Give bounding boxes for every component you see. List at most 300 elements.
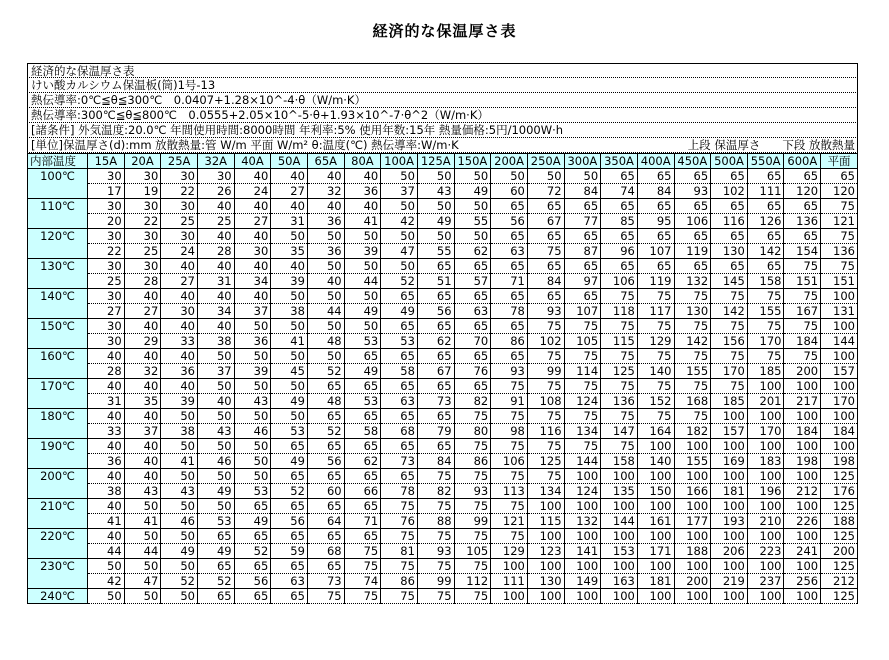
heat-loss-row [28, 184, 858, 199]
thickness-cell: 65 [307, 499, 344, 514]
thickness-cell: 30 [88, 319, 125, 334]
thickness-cell: 100 [747, 379, 784, 394]
heat-loss-cell: 63 [491, 244, 528, 259]
thickness-cell: 100 [821, 289, 858, 304]
column-header: 50A [271, 154, 308, 169]
thickness-cell: 50 [234, 469, 271, 484]
heat-loss-cell: 157 [821, 364, 858, 379]
heat-loss-cell: 30 [161, 304, 198, 319]
table-body [28, 169, 858, 604]
thickness-cell: 40 [271, 199, 308, 214]
heat-loss-cell: 184 [784, 424, 821, 439]
heat-loss-cell: 98 [491, 424, 528, 439]
heat-loss-cell: 37 [234, 304, 271, 319]
heat-loss-cell: 49 [197, 544, 234, 559]
thickness-cell: 75 [784, 319, 821, 334]
heat-loss-cell: 134 [527, 484, 564, 499]
heat-loss-cell: 141 [564, 544, 601, 559]
thickness-cell: 50 [234, 379, 271, 394]
thickness-cell: 75 [674, 379, 711, 394]
thickness-cell: 100 [601, 469, 638, 484]
thickness-cell: 100 [747, 529, 784, 544]
heat-loss-cell: 82 [454, 394, 491, 409]
heat-loss-cell: 93 [674, 184, 711, 199]
thickness-cell: 40 [88, 439, 125, 454]
heat-loss-cell: 41 [88, 514, 125, 529]
heat-loss-cell: 36 [344, 184, 381, 199]
thickness-cell: 50 [88, 589, 125, 604]
heat-loss-cell: 49 [417, 214, 454, 229]
heat-loss-cell: 99 [527, 364, 564, 379]
heat-loss-cell: 154 [784, 244, 821, 259]
heat-loss-cell: 74 [601, 184, 638, 199]
heat-loss-cell: 22 [124, 214, 161, 229]
column-header: 80A [344, 154, 381, 169]
heat-loss-cell: 72 [527, 184, 564, 199]
thickness-cell: 125 [821, 469, 858, 484]
heat-loss-cell: 25 [88, 274, 125, 289]
thickness-cell: 75 [527, 349, 564, 364]
heat-loss-cell: 17 [88, 184, 125, 199]
heat-loss-cell: 93 [491, 364, 528, 379]
heat-loss-row [28, 304, 858, 319]
thickness-cell: 65 [637, 169, 674, 184]
heat-loss-cell: 130 [674, 304, 711, 319]
heat-loss-row [28, 214, 858, 229]
thickness-cell: 100 [527, 589, 564, 604]
thickness-cell: 100 [747, 409, 784, 424]
temperature-cell: 100℃ [28, 169, 88, 199]
thickness-row [28, 289, 858, 304]
heat-loss-cell: 166 [674, 484, 711, 499]
heat-loss-cell: 119 [637, 274, 674, 289]
thickness-cell: 30 [161, 229, 198, 244]
heat-loss-cell: 169 [711, 454, 748, 469]
thickness-cell: 65 [454, 319, 491, 334]
thickness-cell: 65 [417, 289, 454, 304]
heat-loss-cell: 49 [234, 514, 271, 529]
heat-loss-cell: 121 [821, 214, 858, 229]
thickness-cell: 65 [307, 409, 344, 424]
heat-loss-cell: 158 [601, 454, 638, 469]
thickness-cell: 100 [564, 529, 601, 544]
heat-loss-cell: 155 [747, 304, 784, 319]
heat-loss-cell: 116 [711, 214, 748, 229]
heat-loss-cell: 35 [271, 244, 308, 259]
thickness-cell: 40 [124, 469, 161, 484]
heat-loss-cell: 82 [417, 484, 454, 499]
thickness-cell: 40 [88, 529, 125, 544]
thickness-cell: 40 [161, 289, 198, 304]
thickness-cell: 75 [454, 499, 491, 514]
thickness-cell: 75 [711, 289, 748, 304]
info-units [27, 138, 858, 153]
heat-loss-cell: 27 [124, 304, 161, 319]
heat-loss-cell: 163 [601, 574, 638, 589]
heat-loss-cell: 56 [491, 214, 528, 229]
heat-loss-cell: 52 [234, 544, 271, 559]
heat-loss-cell: 45 [271, 364, 308, 379]
thickness-cell: 65 [784, 199, 821, 214]
heat-loss-row [28, 484, 858, 499]
heat-loss-cell: 44 [307, 304, 344, 319]
heat-loss-cell: 36 [307, 244, 344, 259]
heat-loss-cell: 226 [784, 514, 821, 529]
thickness-cell: 65 [674, 169, 711, 184]
heat-loss-cell: 49 [161, 544, 198, 559]
thickness-cell: 50 [197, 439, 234, 454]
thickness-cell: 65 [271, 529, 308, 544]
heat-loss-cell: 181 [711, 484, 748, 499]
heat-loss-cell: 170 [711, 364, 748, 379]
thickness-cell: 100 [637, 469, 674, 484]
thickness-cell: 65 [527, 289, 564, 304]
heat-loss-cell: 200 [674, 574, 711, 589]
heat-loss-cell: 22 [88, 244, 125, 259]
thickness-cell: 40 [307, 199, 344, 214]
heat-loss-cell: 157 [711, 424, 748, 439]
thickness-cell: 50 [124, 589, 161, 604]
temperature-cell: 240℃ [28, 589, 88, 604]
heat-loss-cell: 36 [234, 334, 271, 349]
thickness-cell: 100 [564, 589, 601, 604]
heat-loss-cell: 30 [88, 334, 125, 349]
heat-loss-cell: 73 [307, 574, 344, 589]
heat-loss-cell: 115 [527, 514, 564, 529]
thickness-cell: 75 [454, 589, 491, 604]
heat-loss-cell: 31 [197, 274, 234, 289]
heat-loss-cell: 28 [124, 274, 161, 289]
temperature-cell: 180℃ [28, 409, 88, 439]
thickness-cell: 50 [344, 319, 381, 334]
heat-loss-cell: 46 [234, 424, 271, 439]
heat-loss-cell: 39 [161, 394, 198, 409]
thickness-cell: 30 [124, 199, 161, 214]
heat-loss-cell: 113 [491, 484, 528, 499]
thickness-cell: 50 [271, 409, 308, 424]
heat-loss-cell: 106 [601, 274, 638, 289]
thickness-cell: 30 [197, 169, 234, 184]
thickness-cell: 65 [307, 379, 344, 394]
heat-loss-cell: 212 [784, 484, 821, 499]
thickness-cell: 125 [821, 589, 858, 604]
heat-loss-cell: 38 [88, 484, 125, 499]
thickness-cell: 50 [307, 259, 344, 274]
heat-loss-cell: 63 [454, 304, 491, 319]
heat-loss-cell: 52 [381, 274, 418, 289]
thickness-cell: 40 [197, 319, 234, 334]
thickness-cell: 50 [454, 169, 491, 184]
thickness-cell: 75 [674, 409, 711, 424]
thickness-cell: 100 [711, 499, 748, 514]
thickness-cell: 100 [637, 529, 674, 544]
thickness-cell: 50 [344, 259, 381, 274]
temperature-cell: 130℃ [28, 259, 88, 289]
heat-loss-cell: 136 [784, 214, 821, 229]
thickness-cell: 65 [307, 439, 344, 454]
thickness-cell: 40 [271, 169, 308, 184]
heat-loss-cell: 151 [784, 274, 821, 289]
info-units-text: [単位]保温厚さ(d):mm 放散熱量:管 W/m 平面 W/m² θ:温度(℃) 熱伝導率:W/m·K [31, 138, 459, 152]
thickness-cell: 50 [161, 559, 198, 574]
thickness-cell: 50 [271, 289, 308, 304]
thickness-cell: 75 [527, 409, 564, 424]
temperature-cell: 150℃ [28, 319, 88, 349]
thickness-cell: 75 [784, 349, 821, 364]
heat-loss-row [28, 394, 858, 409]
heat-loss-cell: 55 [454, 214, 491, 229]
page-title: 経済的な保温厚さ表 [372, 22, 517, 40]
legend-upper: 上段 保温厚さ [687, 138, 761, 152]
thickness-cell: 65 [417, 259, 454, 274]
thickness-cell: 75 [527, 469, 564, 484]
heat-loss-cell: 182 [674, 424, 711, 439]
heat-loss-cell: 93 [417, 544, 454, 559]
heat-loss-cell: 66 [344, 484, 381, 499]
thickness-cell: 30 [124, 259, 161, 274]
thickness-cell: 40 [88, 349, 125, 364]
thickness-cell: 100 [601, 559, 638, 574]
heat-loss-cell: 38 [197, 334, 234, 349]
column-header: 250A [527, 154, 564, 169]
thickness-cell: 65 [234, 559, 271, 574]
thickness-cell: 40 [197, 199, 234, 214]
thickness-cell: 30 [88, 199, 125, 214]
thickness-cell: 65 [307, 529, 344, 544]
thickness-cell: 75 [454, 559, 491, 574]
thickness-cell: 65 [381, 379, 418, 394]
thickness-cell: 50 [527, 169, 564, 184]
thickness-cell: 50 [197, 499, 234, 514]
thickness-cell: 65 [564, 289, 601, 304]
thickness-cell: 40 [161, 349, 198, 364]
heat-loss-cell: 32 [124, 364, 161, 379]
thickness-cell: 65 [454, 349, 491, 364]
heat-loss-cell: 79 [417, 424, 454, 439]
heat-loss-cell: 147 [601, 424, 638, 439]
thickness-cell: 40 [271, 259, 308, 274]
info-conductivity-high: 熱伝導率:300℃≦θ≦800℃ 0.0555+2.05×10^-5·θ+1.93×10^-7·θ^2（W/m·K） [27, 108, 858, 123]
temperature-cell: 210℃ [28, 499, 88, 529]
column-header: 15A [88, 154, 125, 169]
heat-loss-cell: 184 [784, 334, 821, 349]
thickness-cell: 75 [564, 379, 601, 394]
thickness-cell: 50 [197, 409, 234, 424]
thickness-cell: 75 [637, 349, 674, 364]
column-header: 100A [381, 154, 418, 169]
heat-loss-cell: 188 [674, 544, 711, 559]
heat-loss-cell: 223 [747, 544, 784, 559]
heat-loss-cell: 156 [711, 334, 748, 349]
thickness-cell: 100 [637, 559, 674, 574]
heat-loss-cell: 256 [784, 574, 821, 589]
thickness-cell: 100 [637, 589, 674, 604]
heat-loss-cell: 38 [161, 424, 198, 439]
heat-loss-cell: 76 [454, 364, 491, 379]
heat-loss-cell: 62 [454, 244, 491, 259]
heat-loss-cell: 84 [637, 184, 674, 199]
thickness-cell: 65 [491, 319, 528, 334]
heat-loss-cell: 40 [124, 454, 161, 469]
thickness-cell: 65 [417, 379, 454, 394]
heat-loss-cell: 34 [234, 274, 271, 289]
heat-loss-cell: 97 [564, 274, 601, 289]
heat-loss-cell: 58 [344, 424, 381, 439]
heat-loss-cell: 129 [491, 544, 528, 559]
heat-loss-cell: 25 [161, 214, 198, 229]
column-header: 200A [491, 154, 528, 169]
heat-loss-cell: 130 [527, 574, 564, 589]
thickness-cell: 50 [307, 289, 344, 304]
thickness-cell: 75 [381, 559, 418, 574]
heat-loss-cell: 183 [747, 454, 784, 469]
thickness-cell: 65 [307, 469, 344, 484]
thickness-cell: 65 [564, 259, 601, 274]
thickness-cell: 30 [88, 259, 125, 274]
thickness-cell: 65 [454, 379, 491, 394]
thickness-row [28, 439, 858, 454]
thickness-cell: 75 [491, 499, 528, 514]
thickness-cell: 100 [637, 499, 674, 514]
heat-loss-cell: 37 [124, 424, 161, 439]
heat-loss-cell: 77 [564, 214, 601, 229]
heat-loss-cell: 71 [344, 514, 381, 529]
thickness-cell: 100 [674, 559, 711, 574]
heat-loss-cell: 28 [88, 364, 125, 379]
thickness-cell: 65 [234, 529, 271, 544]
thickness-cell: 50 [307, 229, 344, 244]
info-conductivity-low: 熱伝導率:0℃≦θ≦300℃ 0.0407+1.28×10^-4·θ（W/m·K） [27, 93, 858, 108]
thickness-cell: 125 [821, 529, 858, 544]
heat-loss-cell: 168 [674, 394, 711, 409]
thickness-cell: 65 [821, 169, 858, 184]
heat-loss-cell: 34 [197, 304, 234, 319]
heat-loss-cell: 49 [197, 484, 234, 499]
thickness-cell: 75 [307, 589, 344, 604]
heat-loss-cell: 43 [197, 424, 234, 439]
thickness-cell: 75 [711, 379, 748, 394]
temperature-cell: 190℃ [28, 439, 88, 469]
thickness-cell: 100 [564, 559, 601, 574]
thickness-cell: 100 [821, 409, 858, 424]
header-row [28, 154, 858, 169]
thickness-cell: 40 [197, 259, 234, 274]
thickness-cell: 75 [784, 289, 821, 304]
heat-loss-cell: 144 [564, 454, 601, 469]
thickness-row [28, 589, 858, 604]
thickness-cell: 65 [711, 259, 748, 274]
heat-loss-cell: 62 [417, 334, 454, 349]
heat-loss-cell: 33 [161, 334, 198, 349]
heat-loss-cell: 46 [197, 454, 234, 469]
thickness-table [27, 153, 858, 604]
heat-loss-cell: 37 [381, 184, 418, 199]
heat-loss-cell: 48 [307, 394, 344, 409]
thickness-sheet [27, 63, 858, 604]
heat-loss-cell: 86 [454, 454, 491, 469]
thickness-cell: 50 [124, 559, 161, 574]
thickness-row [28, 319, 858, 334]
column-header: 450A [674, 154, 711, 169]
heat-loss-cell: 43 [417, 184, 454, 199]
thickness-cell: 75 [711, 349, 748, 364]
thickness-cell: 65 [307, 559, 344, 574]
column-header: 300A [564, 154, 601, 169]
heat-loss-cell: 131 [821, 304, 858, 319]
heat-loss-cell: 210 [747, 514, 784, 529]
heat-loss-cell: 176 [821, 484, 858, 499]
heat-loss-cell: 237 [747, 574, 784, 589]
thickness-cell: 40 [161, 379, 198, 394]
thickness-row [28, 379, 858, 394]
heat-loss-cell: 206 [711, 544, 748, 559]
heat-loss-cell: 51 [417, 274, 454, 289]
heat-loss-cell: 73 [417, 394, 454, 409]
heat-loss-cell: 20 [88, 214, 125, 229]
thickness-cell: 65 [674, 199, 711, 214]
thickness-cell: 40 [234, 199, 271, 214]
heat-loss-cell: 142 [747, 244, 784, 259]
thickness-cell: 75 [747, 289, 784, 304]
heat-loss-cell: 134 [564, 424, 601, 439]
thickness-cell: 100 [637, 439, 674, 454]
thickness-cell: 100 [747, 559, 784, 574]
thickness-cell: 40 [197, 289, 234, 304]
heat-loss-cell: 93 [527, 304, 564, 319]
thickness-cell: 65 [344, 499, 381, 514]
info-legend [666, 138, 855, 152]
heat-loss-cell: 53 [381, 334, 418, 349]
heat-loss-cell: 81 [381, 544, 418, 559]
thickness-cell: 65 [271, 589, 308, 604]
thickness-cell: 100 [674, 499, 711, 514]
thickness-cell: 50 [491, 169, 528, 184]
heat-loss-cell: 56 [307, 454, 344, 469]
thickness-cell: 100 [784, 469, 821, 484]
heat-loss-cell: 42 [88, 574, 125, 589]
thickness-cell: 75 [491, 409, 528, 424]
column-header: 550A [747, 154, 784, 169]
thickness-cell: 50 [197, 469, 234, 484]
heat-loss-cell: 52 [161, 574, 198, 589]
heat-loss-cell: 43 [234, 394, 271, 409]
thickness-cell: 40 [124, 319, 161, 334]
thickness-cell: 50 [234, 439, 271, 454]
heat-loss-cell: 105 [454, 544, 491, 559]
thickness-cell: 65 [637, 199, 674, 214]
thickness-cell: 100 [674, 439, 711, 454]
thickness-cell: 75 [417, 499, 454, 514]
heat-loss-cell: 60 [307, 484, 344, 499]
thickness-cell: 50 [271, 229, 308, 244]
heat-loss-cell: 170 [821, 394, 858, 409]
thickness-cell: 50 [307, 319, 344, 334]
thickness-cell: 100 [711, 409, 748, 424]
heat-loss-row [28, 514, 858, 529]
heat-loss-cell: 50 [234, 454, 271, 469]
thickness-cell: 40 [234, 259, 271, 274]
thickness-cell: 65 [601, 169, 638, 184]
thickness-cell: 30 [88, 289, 125, 304]
thickness-cell: 75 [381, 499, 418, 514]
heat-loss-cell: 99 [454, 514, 491, 529]
thickness-cell: 50 [234, 349, 271, 364]
thickness-cell: 75 [417, 589, 454, 604]
corner-header: 内部温度 [28, 154, 88, 169]
heat-loss-cell: 132 [564, 514, 601, 529]
heat-loss-row [28, 274, 858, 289]
column-header: 350A [601, 154, 638, 169]
